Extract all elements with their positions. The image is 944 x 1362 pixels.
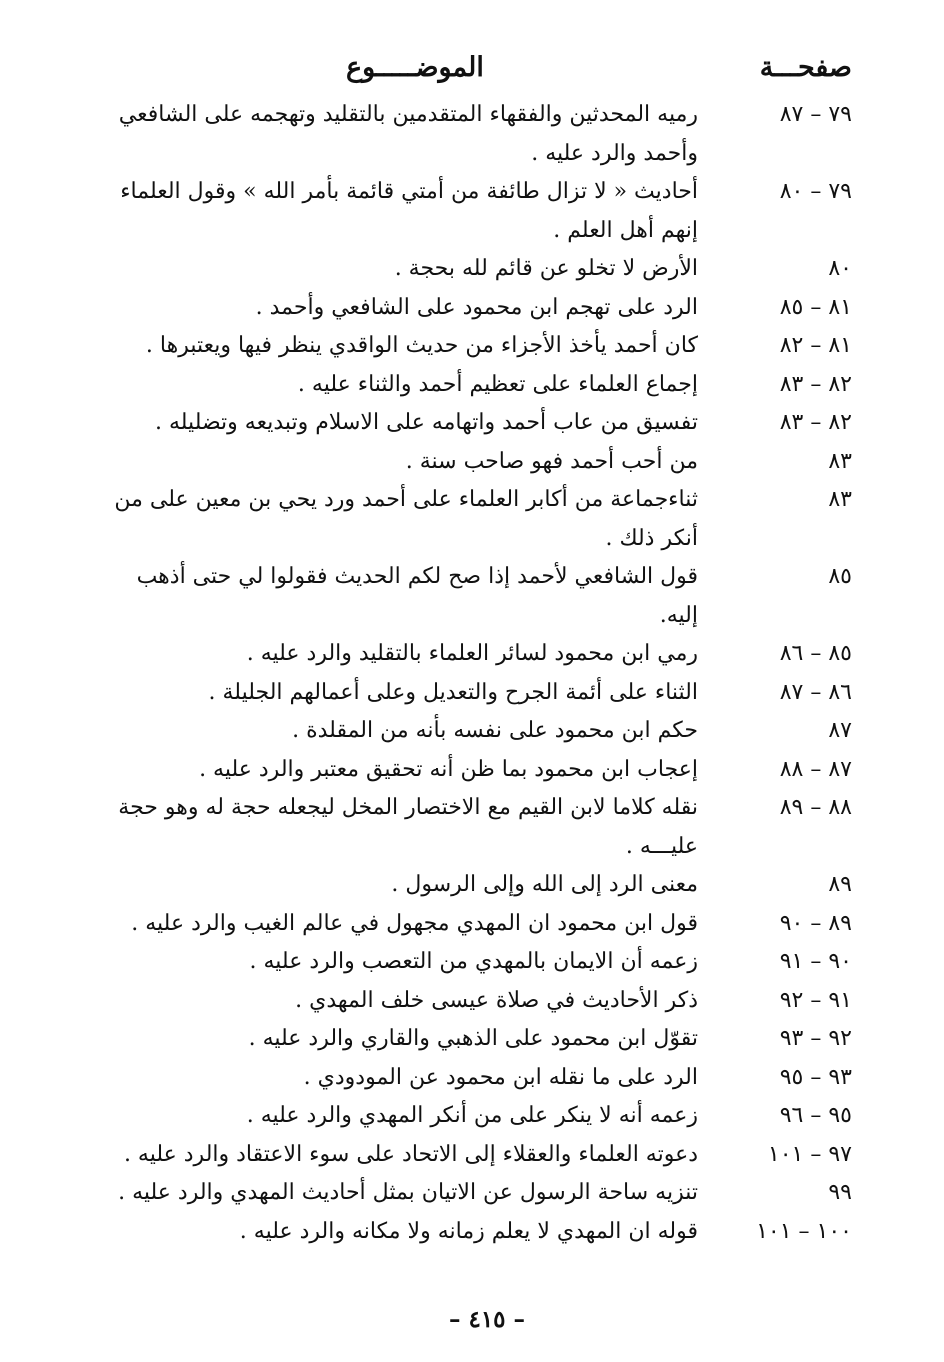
topic-column-header: الموضـــــوع [346, 52, 484, 83]
entry-page-range: ٩٥ – ٩٦ [779, 1103, 852, 1128]
page-column-header: صفحـــة [759, 52, 852, 83]
page-number: – ٤١٥ – [448, 1306, 526, 1333]
index-entry [0, 1174, 944, 1213]
entry-page-range: ٧٩ – ٨٧ [779, 102, 852, 127]
index-entry [0, 905, 944, 944]
index-entry [0, 1020, 944, 1059]
entry-topic: إجماع العلماء على تعظيم أحمد والثناء عليه . [297, 371, 698, 397]
index-entry [0, 943, 944, 982]
index-entry [0, 443, 944, 482]
table-header [0, 52, 944, 96]
entry-page-range: ٧٩ – ٨٠ [779, 179, 852, 204]
entry-page-range: ٩٠ – ٩١ [779, 949, 852, 974]
entry-page-range: ٩٣ – ٩٥ [779, 1064, 852, 1090]
entry-page-range: ٨٨ – ٨٩ [779, 795, 852, 820]
entry-topic: الثناء على أئمة الجرح والتعديل وعلى أعمالهم الجليلة . [208, 679, 698, 705]
index-entry [0, 1059, 944, 1098]
entry-topic: تقوّل ابن محمود على الذهبي والقاري والرد عليه . [248, 1026, 698, 1051]
index-entry [0, 712, 944, 751]
index-entry [0, 404, 944, 443]
entry-topic: تفسيق من عاب أحمد واتهامه على الاسلام وتبديعه وتضليله . [154, 410, 698, 435]
entry-topic: إعجاب ابن محمود بما ظن أنه تحقيق معتبر والرد عليه . [199, 756, 698, 782]
index-entry [0, 366, 944, 405]
entry-page-range: ٨٥ [828, 564, 852, 589]
entry-page-range: ٨٩ – ٩٠ [779, 910, 852, 936]
index-entry [0, 1097, 944, 1136]
entry-topic: معنى الرد إلى الله وإلى الرسول . [391, 872, 698, 897]
entry-topic: من أحب أحمد فهو صاحب سنة . [405, 448, 698, 474]
entry-page-range: ٨٥ – ٨٦ [779, 641, 852, 666]
entry-topic: قوله ان المهدي لا يعلم زمانه ولا مكانه والرد عليه . [239, 1218, 698, 1244]
entry-topic: تنزيه ساحة الرسول عن الاتيان بمثل أحاديث المهدي والرد عليه . [118, 1180, 698, 1205]
entry-page-range: ٩٢ – ٩٣ [779, 1026, 852, 1051]
index-entry [0, 558, 944, 635]
entry-topic: كان أحمد يأخذ الأجزاء من حديث الواقدي ينظر فيها ويعتبرها . [145, 333, 698, 358]
index-entry [0, 481, 944, 558]
index-entry [0, 1136, 944, 1175]
entry-page-range: ٨١ – ٨٢ [779, 333, 852, 358]
entry-topic: الرد على تهجم ابن محمود على الشافعي وأحمد . [255, 294, 698, 320]
entry-page-range: ٩٧ – ١٠١ [767, 1141, 852, 1167]
index-entry [0, 789, 944, 866]
entry-page-range: ٩١ – ٩٢ [779, 987, 852, 1013]
entry-topic: ذكر الأحاديث في صلاة عيسى خلف المهدي . [295, 987, 698, 1013]
entry-topic: الأرض لا تخلو عن قائم لله بحجة . [394, 256, 698, 281]
entry-page-range: ١٠٠ – ١٠١ [756, 1218, 852, 1244]
index-entry [0, 173, 944, 250]
entry-page-range: ٨٠ [828, 256, 852, 281]
index-entry [0, 96, 944, 173]
index-entries [0, 96, 944, 1251]
entry-topic: حكم ابن محمود على نفسه بأنه من المقلدة . [292, 718, 698, 743]
index-entry [0, 250, 944, 289]
index-entry [0, 866, 944, 905]
entry-page-range: ٨١ – ٨٥ [779, 294, 852, 320]
entry-topic: رمي ابن محمود لسائر العلماء بالتقليد والرد عليه . [246, 641, 698, 666]
entry-topic: ثناءجماعة من أكابر العلماء على أحمد ورد يحي بن معين على من أنكر ذلك . [114, 487, 698, 551]
index-entry [0, 289, 944, 328]
entry-page-range: ٨٢ – ٨٣ [779, 371, 852, 397]
entry-topic: رميه المحدثين والفقهاء المتقدمين بالتقليد وتهجمه على الشافعي وأحمد والرد عليه . [118, 102, 698, 166]
entry-topic: قول الشافعي لأحمد إذا صح لكم الحديث فقولوا لي حتى أذهب إليه. [136, 564, 698, 628]
entry-topic: نقله كلاما لابن القيم مع الاختصار المخل ليجعله حجة له وهو حجة عليـــه . [118, 795, 698, 859]
entry-page-range: ٨٣ [828, 487, 852, 512]
index-entry [0, 751, 944, 790]
entry-topic: زعمه أن الايمان بالمهدي من التعصب والرد عليه . [249, 949, 698, 974]
entry-topic: دعوته العلماء والعقلاء إلى الاتحاد على سوء الاعتقاد والرد عليه . [123, 1141, 698, 1167]
entry-topic: قول ابن محمود ان المهدي مجهول في عالم الغيب والرد عليه . [131, 910, 698, 936]
index-entry [0, 635, 944, 674]
entry-topic: الرد على ما نقله ابن محمود عن المودودي . [303, 1064, 698, 1090]
index-entry [0, 674, 944, 713]
entry-page-range: ٨٧ [828, 718, 852, 743]
entry-page-range: ٨٧ – ٨٨ [779, 756, 852, 782]
entry-page-range: ٨٢ – ٨٣ [779, 410, 852, 435]
entry-page-range: ٨٦ – ٨٧ [779, 679, 852, 705]
entry-topic: زعمه أنه لا ينكر على من أنكر المهدي والرد عليه . [246, 1103, 698, 1128]
index-entry [0, 327, 944, 366]
entry-page-range: ٩٩ [828, 1180, 852, 1205]
entry-topic: أحاديث « لا تزال طائفة من أمتي قائمة بأمر الله » وقول العلماء إنهم أهل العلم . [120, 179, 698, 243]
entry-page-range: ٨٣ [828, 448, 852, 474]
entry-page-range: ٨٩ [828, 872, 852, 897]
index-entry [0, 982, 944, 1021]
index-entry [0, 1213, 944, 1252]
